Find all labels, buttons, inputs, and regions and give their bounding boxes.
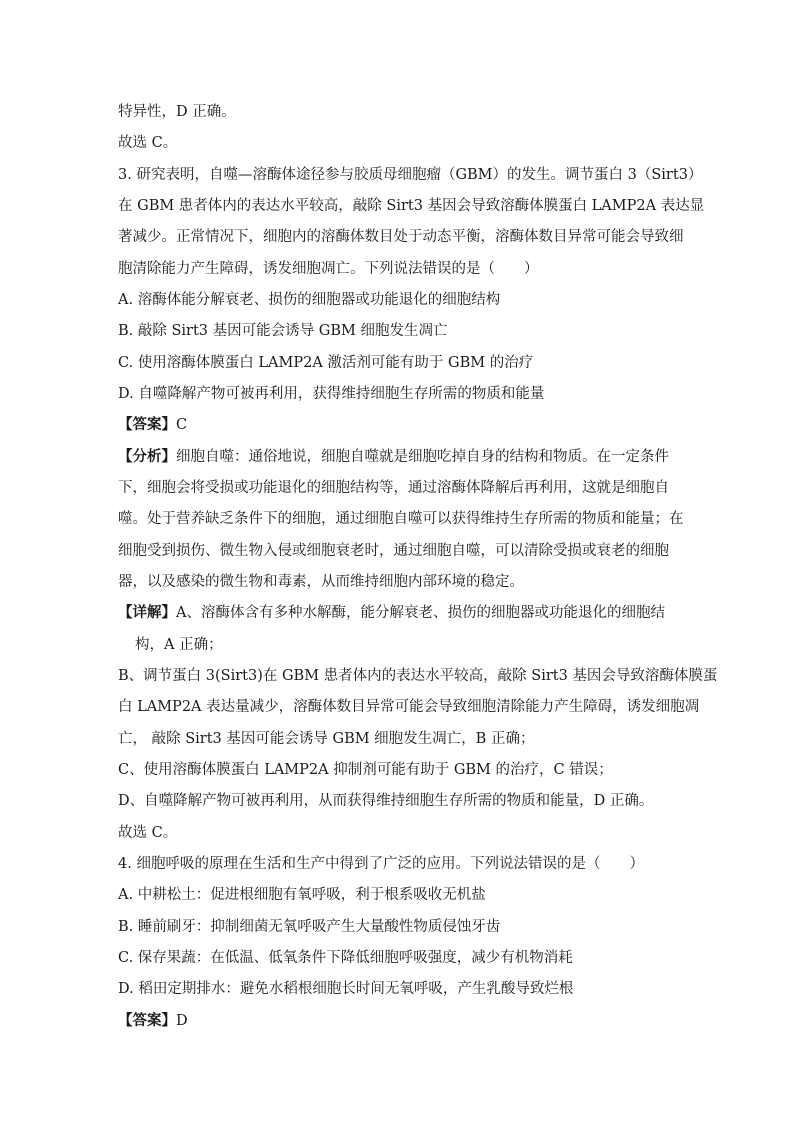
detail-text: A、溶酶体含有多种水解酶，能分解衰老、损伤的细胞器或功能退化的细胞结 — [176, 605, 665, 621]
option-d: D. 自噬降解产物可被再利用，获得维持细胞生存所需的物质和能量 — [118, 386, 545, 402]
option-b: B. 睡前刷牙：抑制细菌无氧呼吸产生大量酸性物质侵蚀牙齿 — [118, 919, 501, 935]
analysis-text: 细胞自噬：通俗地说，细胞自噬就是细胞吃掉自身的结构和物质。在一定条件 — [176, 449, 669, 465]
answer-line — [118, 1010, 682, 1032]
analysis-text: 下，细胞会将受损或功能退化的细胞结构等，通过溶酶体降解后再利用，这就是细胞自 — [118, 480, 669, 496]
answer-value: D — [176, 1013, 188, 1029]
detail-text: D、自噬降解产物可被再利用，从而获得维持细胞生存所需的物质和能量，D 正确。 — [118, 793, 654, 809]
question-3-stem: 著减少。正常情况下，细胞内的溶酶体数目处于动态平衡，溶酶体数目异常可能会导致细 — [118, 229, 684, 245]
question-3-stem: 胞清除能力产生障碍，诱发细胞凋亡。下列说法错误的是（ ） — [118, 261, 539, 277]
answer-label: 【答案】 — [118, 416, 176, 433]
detail-label: 【详解】 — [118, 604, 176, 621]
detail-text: C、使用溶酶体膜蛋白 LAMP2A 抑制剂可能有助于 GBM 的治疗，C 错误； — [118, 762, 613, 778]
option-a: A. 溶酶体能分解衰老、损伤的细胞器或功能退化的细胞结构 — [118, 292, 501, 308]
option-b: B. 敲除 Sirt3 基因可能会诱导 GBM 细胞发生凋亡 — [118, 323, 448, 339]
analysis-line — [118, 446, 682, 468]
option-d: D. 稻田定期排水：避免水稻根细胞长时间无氧呼吸，产生乳酸导致烂根 — [118, 981, 574, 997]
answer-line — [118, 414, 682, 436]
question-4-stem: 4. 细胞呼吸的原理在生活和生产中得到了广泛的应用。下列说法错误的是（ ） — [118, 856, 644, 872]
analysis-text: 细胞受到损伤、微生物入侵或细胞衰老时，通过细胞自噬，可以清除受损或衰老的细胞 — [118, 543, 669, 559]
question-3-stem: 在 GBM 患者体内的表达水平较高，敲除 Sirt3 基因会导致溶酶体膜蛋白 LAMP2A 表达显 — [118, 198, 705, 214]
detail-text: 白 LAMP2A 表达量减少，溶酶体数目异常可能会导致细胞清除能力产生障碍，诱发细胞凋 — [118, 699, 700, 715]
text-line: 故选 C。 — [118, 825, 178, 841]
detail-text: 亡， 敲除 Sirt3 基因可能会诱导 GBM 细胞发生凋亡，B 正确； — [118, 731, 535, 747]
text-line: 故选 C。 — [118, 135, 178, 151]
detail-text: B、调节蛋白 3(Sirt3)在 GBM 患者体内的表达水平较高，敲除 Sirt3 基因会导致溶酶体膜蛋 — [118, 668, 718, 684]
detail-line — [118, 602, 682, 624]
option-c: C. 保存果蔬：在低温、低氧条件下降低细胞呼吸强度，减少有机物消耗 — [118, 950, 573, 966]
option-a: A. 中耕松土：促进根细胞有氧呼吸，利于根系吸收无机盐 — [118, 887, 486, 903]
question-3-stem: 3. 研究表明，自噬—溶酶体途径参与胶质母细胞瘤（GBM）的发生。调节蛋白 3（Sirt3） — [118, 167, 703, 183]
answer-value: C — [176, 417, 188, 433]
answer-label: 【答案】 — [118, 1012, 176, 1029]
option-c: C. 使用溶酶体膜蛋白 LAMP2A 激活剂可能有助于 GBM 的治疗 — [118, 355, 534, 371]
analysis-label: 【分析】 — [118, 448, 176, 465]
detail-text: 构，A 正确； — [135, 637, 223, 653]
analysis-text: 器，以及感染的微生物和毒素，从而维持细胞内部环境的稳定。 — [118, 574, 524, 590]
text-line: 特异性，D 正确。 — [118, 104, 236, 120]
analysis-text: 噬。处于营养缺乏条件下的细胞，通过细胞自噬可以获得维持生存所需的物质和能量；在 — [118, 511, 684, 527]
